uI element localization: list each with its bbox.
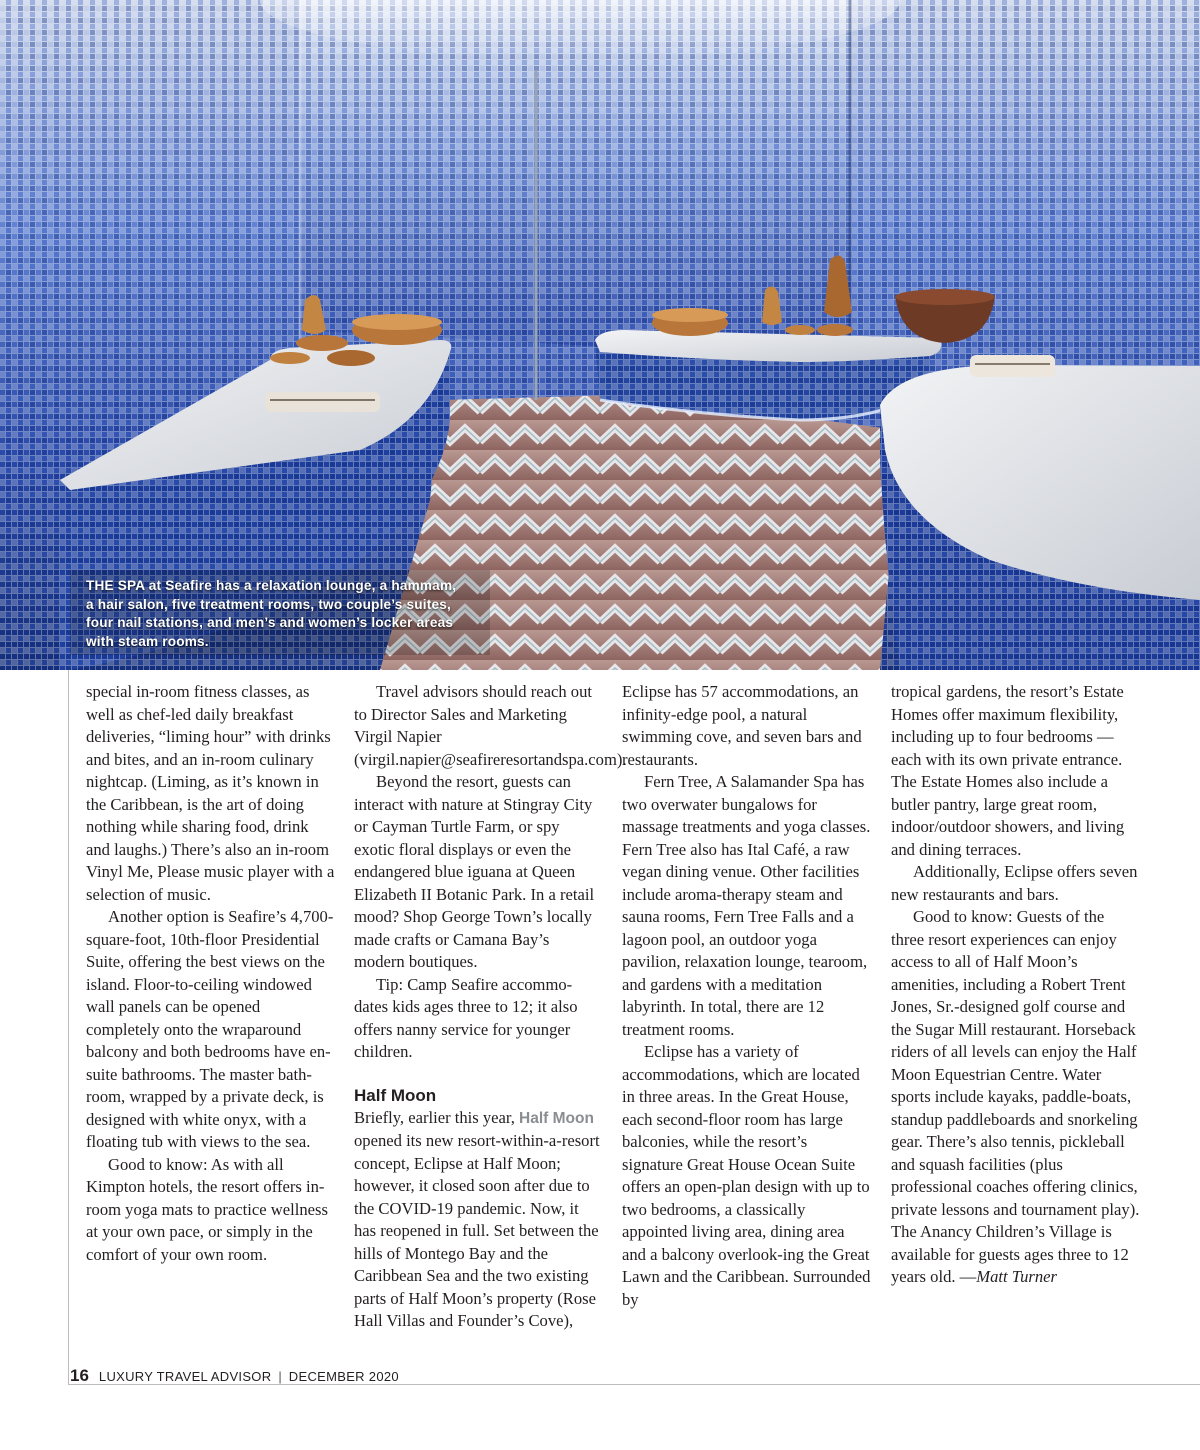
- page-footer: [70, 1366, 399, 1386]
- author-byline: Matt Turner: [976, 1267, 1057, 1286]
- spa-photo: [0, 0, 1200, 670]
- paragraph: Additionally, Eclipse offers seven new restaurants and bars.: [891, 862, 1138, 904]
- article-column-1: [86, 681, 336, 1266]
- publication-name: LUXURY TRAVEL ADVISOR: [98, 1369, 272, 1384]
- caption-lead: THE SPA: [86, 578, 145, 593]
- paragraph: [354, 1107, 604, 1333]
- paragraph: [891, 906, 1141, 1289]
- paragraph: Good to know: As with all Kimpton hotels, the resort offers in-room yoga mats to practice wellness at your own pace, or simply in the comfort of your own room.: [86, 1154, 328, 1264]
- spa-photo-illustration: [0, 0, 1200, 670]
- paragraph: special in-room fitness classes, as well as chef-led daily breakfast deliveries, “liming hour” with drinks and bites, and an in-room culinary nightcap. (Liming, as it’s known in the Caribbean, is the art of doing nothing while sharing food, drink and laughs.) There’s also an in-room Vinyl Me, Please music player with a selection of music.: [86, 682, 335, 904]
- paragraph: Another option is Seafire’s 4,700-square-foot, 10th-floor Presidential Suite, offering the best views on the island. Floor-to-ceiling windowed wall panels can be opened completely onto the wraparound balcony and both bedrooms have en-suite bathrooms. The master bath-room, wrapped by a private deck, is designed with white onyx, with a floating tub with views to the sea.: [86, 907, 334, 1151]
- paragraph-text: opened its new resort-within-a-resort concept, Eclipse at Half Moon; however, it closed soon after due to the COVID-19 pandemic. Now, it has reopened in full. Set between the hills of Montego Bay and the Caribbean Sea and the two existing parts of Half Moon’s property (Rose Hall Villas and Founder’s Cove),: [354, 1131, 600, 1330]
- paragraph: Fern Tree, A Salamander Spa has two overwater bungalows for massage treatments and yoga classes. Fern Tree also has Ital Café, a raw vegan dining venue. Other facilities include aroma-therapy steam and sauna rooms, Fern Tree Falls and a lagoon pool, an outdoor yoga pavilion, relaxation lounge, tearoom, and gardens with a meditation labyrinth. In total, there are 12 treatment rooms.: [622, 772, 871, 1039]
- paragraph: tropical gardens, the resort’s Estate Homes offer maximum flexibility, including up to four bedrooms — each with its own private entrance. The Estate Homes also include a butler pantry, large great room, indoor/outdoor showers, and living and dining terraces.: [891, 682, 1125, 859]
- paragraph: Eclipse has a variety of accommodations, which are located in three areas. In the Great House, each second-floor room has large balconies, while the resort’s signature Great House Ocean Suite offers an open-plan design with up to two bedrooms, a classically appointed living area, dining area and a balcony overlook-ing the Great Lawn and the Caribbean. Surrounded by: [622, 1042, 871, 1309]
- section-heading: Half Moon: [354, 1085, 437, 1105]
- half-moon-link[interactable]: Half Moon: [519, 1109, 594, 1127]
- caption-text: at Seafire has a relaxation lounge, a hammam, a hair salon, five treatment rooms, two couple’s suites, four nail stations, and men’s and women’s locker areas with steam rooms.: [86, 578, 457, 649]
- page-number: 16: [70, 1366, 89, 1385]
- paragraph: Travel advisors should reach out to Director Sales and Marketing Virgil Napier (virgil.napier@seafireresortandspa.com).: [354, 682, 627, 769]
- paragraph: Beyond the resort, guests can interact with nature at Stingray City or Cayman Turtle Farm, or spy exotic floral displays or even the endangered blue iguana at Queen Elizabeth II Botanic Park. In a retail mood? Shop George Town’s locally made crafts or Camana Bay’s modern boutiques.: [354, 772, 595, 971]
- paragraph-text: Briefly, earlier this year,: [354, 1107, 520, 1127]
- frame-left-rule: [68, 670, 69, 1384]
- article-column-3: [622, 681, 872, 1311]
- paragraph: Tip: Camp Seafire accommo-dates kids ages three to 12; it also offers nanny service for younger children.: [354, 974, 578, 1061]
- paragraph-text: Good to know: Guests of the three resort experiences can enjoy access to all of Half Moon’s amenities, including a Robert Trent Jones, Sr.-designed golf course and the Sugar Mill restaurant. Horseback riders of all levels can enjoy the Half Moon Equestrian Centre. Water sports include kayaks, paddle-boats, standup paddleboards and snorkeling gear. There’s also tennis, pickleball and squash facilities (plus professional coaches offering clinics, private lessons and tournament play). The Anancy Children’s Village is available for guests ages three to 12 years old. —: [891, 907, 1140, 1286]
- article-column-2: [354, 681, 627, 1333]
- issue-date: DECEMBER 2020: [288, 1369, 399, 1384]
- footer-separator: |: [278, 1369, 282, 1384]
- article-column-4: [891, 681, 1141, 1289]
- photo-caption: [86, 577, 466, 651]
- paragraph: Eclipse has 57 accommodations, an infinity-edge pool, a natural swimming cove, and seven bars and restaurants.: [622, 682, 862, 769]
